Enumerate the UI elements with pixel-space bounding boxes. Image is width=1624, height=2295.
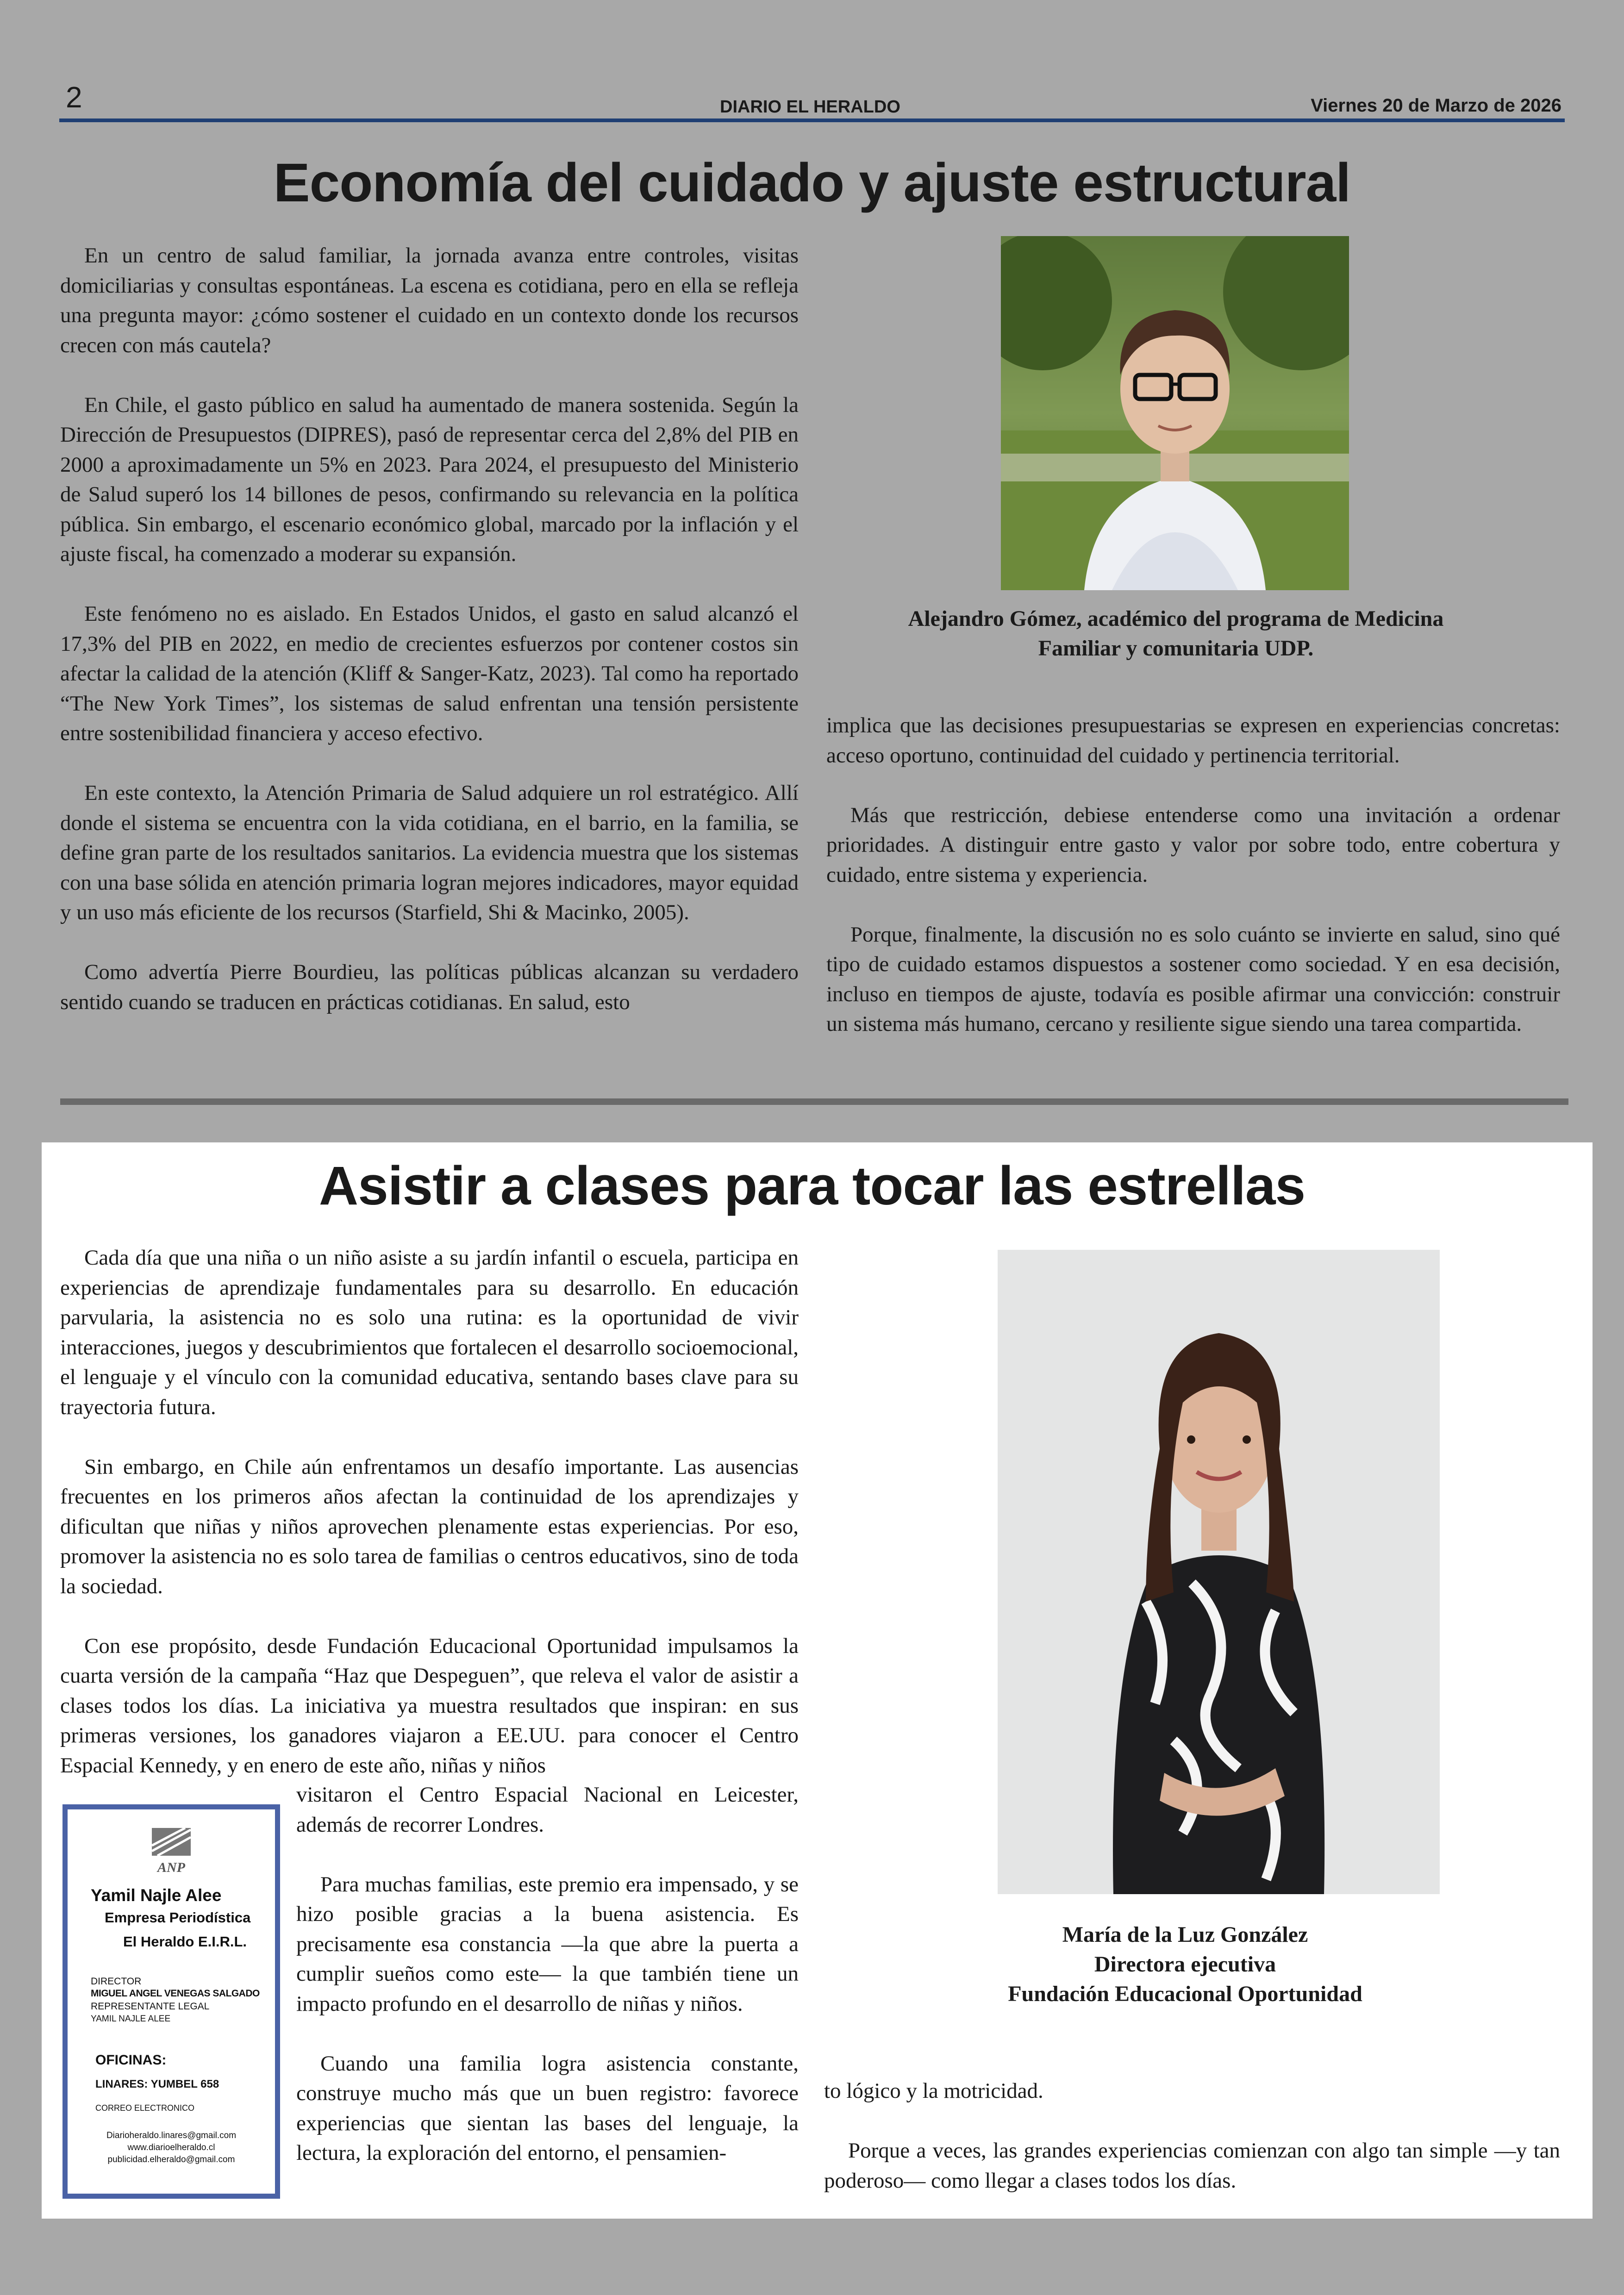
masthead-box xyxy=(62,1804,280,2199)
article1-author-photo xyxy=(1001,236,1349,590)
article2-narrow-column xyxy=(296,1780,799,2168)
article2-caption-line: Directora ejecutiva xyxy=(1094,1952,1276,1977)
offices-address: LINARES: YUMBEL 658 xyxy=(95,2078,219,2090)
article2-paragraph: Cuando una familia logra asistencia constante, construye mucho más que un buen registro: favorece experiencias que sientan las bases del lenguaje, la lectura, la exploración del entorno, el pensamien- xyxy=(296,2051,799,2165)
article1-photo-caption xyxy=(829,604,1523,663)
section-divider xyxy=(60,1098,1568,1105)
director-name: MIGUEL ANGEL VENEGAS SALGADO xyxy=(91,1988,260,1999)
article1-right-column xyxy=(826,711,1560,1039)
article1-caption-line: Alejandro Gómez, académico del programa de Medicina xyxy=(908,606,1444,631)
owner-name: Yamil Najle Alee xyxy=(91,1886,222,1905)
offices-label: OFICINAS: xyxy=(95,2052,167,2068)
article1-paragraph: implica que las decisiones presupuestarias se expresen en experiencias concretas: acceso oportuno, continuidad del cuidado y pertinencia territorial. xyxy=(826,713,1560,767)
page-number: 2 xyxy=(66,81,82,114)
article2-paragraph: to lógico y la motricidad. xyxy=(824,2079,1043,2103)
article2-paragraph: Porque a veces, las grandes experiencias comienzan con algo tan simple —y tan poderoso— como llegar a clases todos los días. xyxy=(824,2139,1560,2193)
portrait-man-image xyxy=(1001,236,1349,590)
issue-date: Viernes 20 de Marzo de 2026 xyxy=(1311,95,1562,116)
email-link[interactable]: publicidad.elheraldo@gmail.com xyxy=(107,2155,235,2164)
article2-paragraph: Con ese propósito, desde Fundación Educacional Oportunidad impulsamos la cuarta versión de la campaña “Haz que Despeguen”, que releva el valor de asistir a clases todos los días. La iniciativa ya muestra resultados que inspiran: en sus primeras versiones, los ganadores viajaron a EE.UU. para conocer el Centro Espacial Kennedy, y en enero de este año, niñas y niños xyxy=(60,1634,799,1777)
company-line: Empresa Periodística xyxy=(105,1909,251,1926)
article1-paragraph: Más que restricción, debiese entenderse como una invitación a ordenar prioridades. A distinguir entre gasto y valor por sobre todo, entre cobertura y cuidado, entre sistema y experiencia. xyxy=(826,803,1560,887)
article2-right-column xyxy=(824,2076,1560,2195)
article2-caption-line: Fundación Educacional Oportunidad xyxy=(1008,1982,1362,2006)
article1-paragraph: Este fenómeno no es aislado. En Estados Unidos, el gasto en salud alcanzó el 17,3% del PIB en 2022, en medio de crecientes esfuerzos por contener costos sin afectar la calidad de la atención (Kliff & Sanger-Katz, 2023). Tal como ha reportado “The New York Times”, los sistemas de salud enfrentan una tensión persistente entre sostenibilidad financiera y acceso efectivo. xyxy=(60,602,799,745)
company-line: El Heraldo E.I.R.L. xyxy=(123,1933,247,1950)
email-label: CORREO ELECTRONICO xyxy=(95,2103,195,2113)
portrait-woman-image xyxy=(998,1250,1440,1894)
article1-paragraph: En un centro de salud familiar, la jornada avanza entre controles, visitas domiciliarias y consultas espontáneas. La escena es cotidiana, pero en ella se refleja una pregunta mayor: ¿cómo sostener el cuidado en un contexto donde los recursos crecen con más cautela? xyxy=(60,243,799,357)
article2-paragraph: Sin embargo, en Chile aún enfrentamos un desafío importante. Las ausencias frecuentes en los primeros años afectan la continuidad de los aprendizajes y dificultan que niñas y niños aprovechen plenamente estas experiencias. Por eso, promover la asistencia no es solo tarea de familias o centros educativos, sino de toda la sociedad. xyxy=(60,1454,799,1598)
website-link[interactable]: www.diarioelheraldo.cl xyxy=(127,2143,215,2152)
legal-rep-name: YAMIL NAJLE ALEE xyxy=(91,2014,171,2024)
header-rule xyxy=(59,118,1565,122)
anp-logo-icon xyxy=(148,1823,194,1860)
article1-paragraph: Como advertía Pierre Bourdieu, las políticas públicas alcanzan su verdadero sentido cuando se traducen en prácticas cotidianas. En salud, esto xyxy=(60,960,799,1014)
anp-logo-text: ANP xyxy=(157,1860,185,1875)
article2-paragraph: visitaron el Centro Espacial Nacional en Leicester, además de recorrer Londres. xyxy=(296,1783,799,1837)
article1-title: Economía del cuidado y ajuste estructural xyxy=(273,152,1351,213)
article2-author-photo xyxy=(998,1250,1440,1894)
article1-paragraph: En este contexto, la Atención Primaria de Salud adquiere un rol estratégico. Allí donde el sistema se encuentra con la vida cotidiana, en el barrio, en la familia, se define gran parte de los resultados sanitarios. La evidencia muestra que los sistemas con una base sólida en atención primaria logran mejores indicadores, mayor equidad y un uso más eficiente de los recursos (Starfield, Shi & Macinko, 2005). xyxy=(60,781,799,924)
article2-caption-line: María de la Luz González xyxy=(1062,1922,1308,1947)
article1-paragraph: En Chile, el gasto público en salud ha aumentado de manera sostenida. Según la Dirección de Presupuestos (DIPRES), pasó de representar cerca del 2,8% del PIB en 2000 a aproximadamente un 5% en 2023. Para 2024, el presupuesto del Ministerio de Salud superó los 14 billones de pesos, confirmando su relevancia en la política pública. Sin embargo, el escenario económico global, marcado por la inflación y el ajuste fiscal, ha comenzado a moderar su expansión. xyxy=(60,393,799,566)
article1-left-column xyxy=(60,241,799,1017)
article1-paragraph: Porque, finalmente, la discusión no es solo cuánto se invierte en salud, sino qué tipo de cuidado estamos dispuestos a sostener como sociedad. Y en esa decisión, incluso en tiempos de ajuste, todavía es posible afirmar una convicción: construir un sistema más humano, cercano y resiliente sigue siendo una tarea compartida. xyxy=(826,922,1560,1036)
director-label: DIRECTOR xyxy=(91,1976,142,1987)
email-link[interactable]: Diarioheraldo.linares@gmail.com xyxy=(106,2131,237,2140)
article2-title: Asistir a clases para tocar las estrellas xyxy=(319,1155,1305,1216)
newspaper-name: DIARIO EL HERALDO xyxy=(720,97,900,117)
legal-rep-label: REPRESENTANTE LEGAL xyxy=(91,2001,210,2012)
article2-paragraph: Para muchas familias, este premio era impensado, y se hizo posible gracias a la buena asistencia. Es precisamente esa constancia —la que abre la puerta a cumplir sueños como este— la que también tiene un impacto profundo en el desarrollo de niñas y niños. xyxy=(296,1872,799,2016)
anp-logo xyxy=(68,1823,275,1876)
article1-caption-line: Familiar y comunitaria UDP. xyxy=(1038,636,1314,661)
article2-photo-caption xyxy=(893,1920,1477,2009)
article2-left-column xyxy=(60,1243,799,1780)
article2-paragraph: Cada día que una niña o un niño asiste a su jardín infantil o escuela, participa en experiencias de aprendizaje fundamentales para su desarrollo. En educación parvularia, la asistencia no es solo una rutina: es la oportunidad de vivir interacciones, juegos y descubrimientos que fortalecen el desarrollo socioemocional, el lenguaje y el vínculo con la comunidad educativa, sentando bases clave para su trayectoria futura. xyxy=(60,1246,799,1419)
